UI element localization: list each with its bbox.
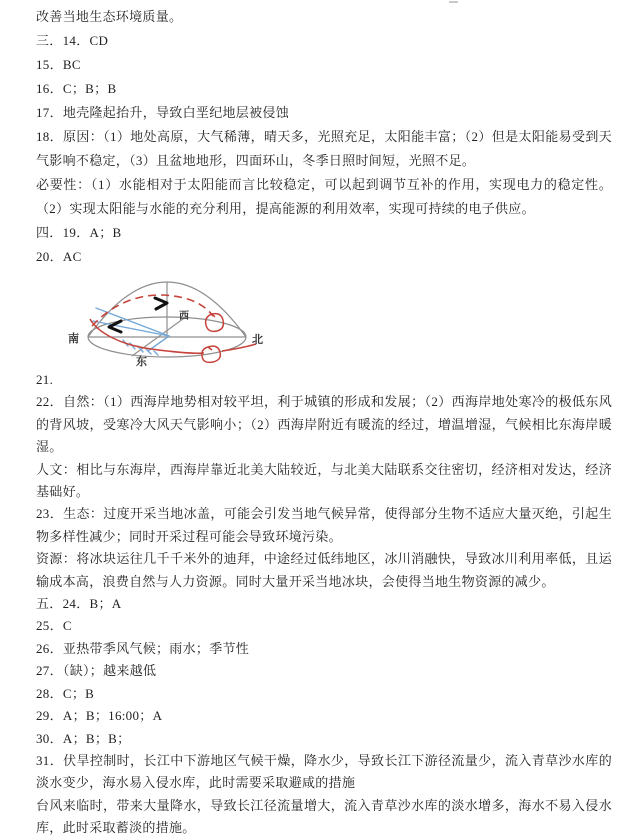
answer-31-typhoon: 台风来临时，带来大量降水，导致长江径流量增大，流入青草沙水库的淡水增多，海水不易入侵水库，此时采取蓄淡的措施。 <box>36 797 612 836</box>
answer-25: 25．C <box>36 618 72 634</box>
section-five-answer-24: 五．24．B；A <box>36 596 122 612</box>
label-east: 东 <box>136 356 147 367</box>
answer-23-ecology: 23．生态：过度开采当地冰盖，可能会引发当地气候异常，使得部分生物不适应大量灭绝，引起生物多样性减少；同时开采过程可能会导致环境污染。 <box>36 506 612 544</box>
answer-28: 28．C；B <box>36 685 95 701</box>
answer-26: 26．亚热带季风气候；雨水；季节性 <box>36 640 250 656</box>
label-north: 北 <box>252 334 263 346</box>
answer-16: 16．C；B；B <box>36 81 117 96</box>
answer-15: 15．BC <box>36 57 81 72</box>
answer-30: 30．A；B；B； <box>36 730 131 746</box>
answer-29: 29．A；B；16:00；A <box>36 708 163 724</box>
scan-artifact <box>449 1 458 3</box>
section-four-answer-19: 四．19．A；B <box>36 225 122 240</box>
answer-21: 21. <box>36 372 54 387</box>
sun-path-diagram <box>66 271 301 367</box>
answer-22-human: 人文：相比与东海岸，西海岸靠近北美大陆较近，与北美大陆联系交往密切，经济相对发达，经济基础好。 <box>36 461 612 500</box>
answer-20: 20．AC <box>36 249 82 264</box>
motion-arrow-top-icon <box>155 298 167 309</box>
answer-18-necessity: 必要性：（1）水能相对于太阳能而言比较稳定，可以起到调节互补的作用，实现电力的稳定性。（2）实现太阳能与水能的充分利用，提高能源的利用效率，实现可持续的电子供应。 <box>36 177 612 216</box>
answer-22-natural: 22．自然：（1）西海岸地势相对较平坦，利于城镇的形成和发展；（2）西海岸地处寒冷的极低东风的背风坡，受寒冷大风天气影响小；（2）西海岸附近有暖流的经过，增温增湿，气候相比东海岸暖湿。 <box>36 394 612 455</box>
label-west: 西 <box>179 311 189 322</box>
answer-31-drought: 31．伏旱控制时，长江中下游地区气候干燥，降水少，导致长江下游径流量少，流入青草沙水库的淡水变少，海水易入侵水库，此时需要采取避咸的措施 <box>36 752 612 791</box>
answer-23-resource: 资源：将冰块运往几千千米外的迪拜，中途经过低纬地区，冰川消融快，导致冰川利用率低，且运输成本高，浪费自然与人力资源。同时大量开采当地冰块，会使得当地生物资源的减少。 <box>36 551 612 589</box>
section-three-answer-14: 三．14．CD <box>36 33 109 48</box>
label-south: 南 <box>68 333 79 345</box>
answer-line: 改善当地生态环境质量。 <box>36 9 183 24</box>
answer-18-reason: 18．原因：（1）地处高原，大气稀薄，晴天多，光照充足，太阳能丰富；（2）但是太阳能易受到天气影响不稳定，（3）且盆地地形，四面环山，冬季日照时间短，光照不足。 <box>36 129 612 168</box>
answer-27: 27．（缺）；越来越低 <box>36 663 157 679</box>
answer-17: 17．地壳隆起抬升，导致白垩纪地层被侵蚀 <box>36 105 290 120</box>
hemisphere-sun-path-figure <box>66 271 612 367</box>
